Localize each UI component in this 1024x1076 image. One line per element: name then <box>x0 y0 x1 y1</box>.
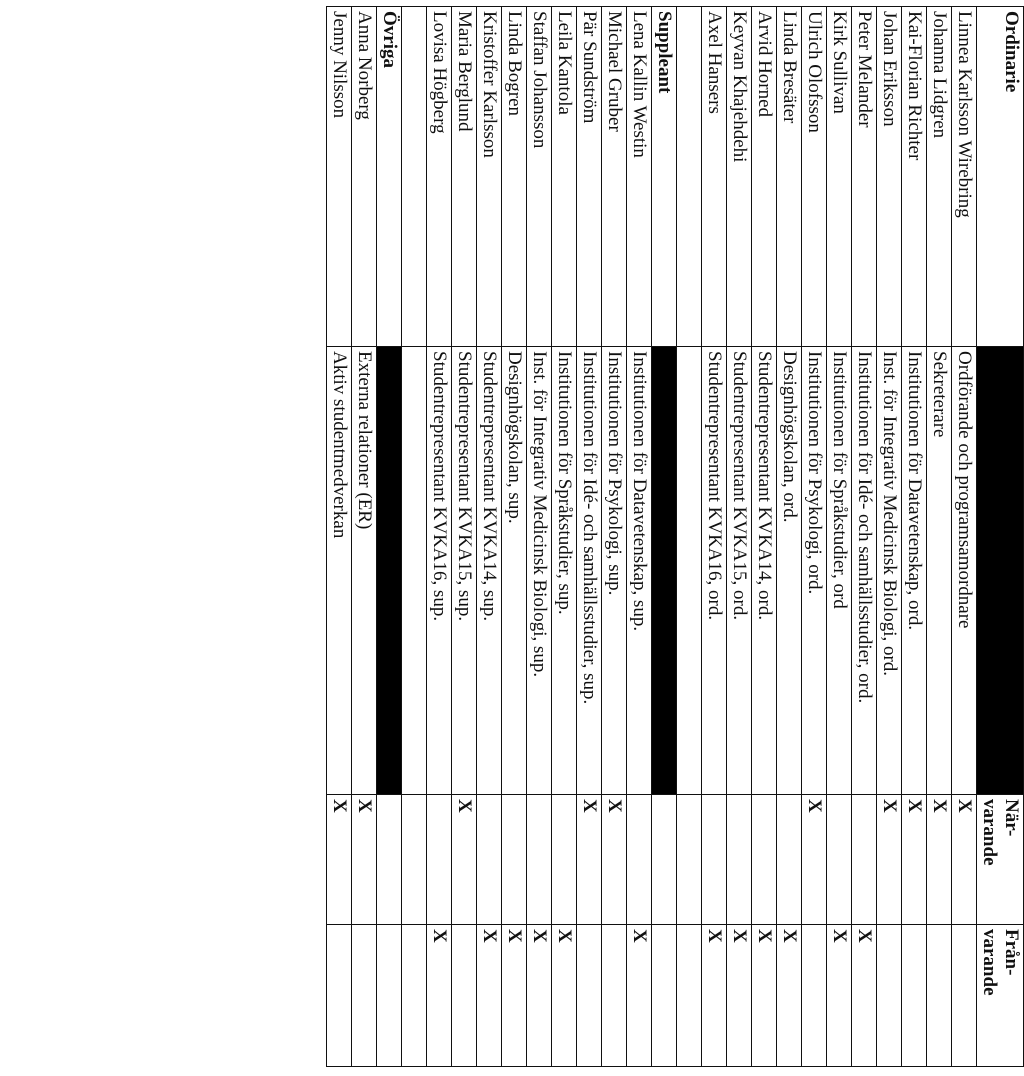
member-role: Ordförande och programsamordnare <box>952 347 977 795</box>
absent-mark <box>577 925 602 1067</box>
present-mark <box>727 795 752 925</box>
present-mark: X <box>327 795 352 925</box>
table-row <box>452 7 477 1067</box>
spacer-row <box>402 7 427 1067</box>
present-mark <box>752 795 777 925</box>
spacer-cell <box>677 347 702 795</box>
member-role: Studentrepresentant KVKA15, sup. <box>452 347 477 795</box>
present-mark <box>852 795 877 925</box>
section-present <box>652 795 677 925</box>
absent-mark: X <box>852 925 877 1067</box>
present-mark: X <box>802 795 827 925</box>
absent-mark <box>952 925 977 1067</box>
member-name: Johan Eriksson <box>877 7 902 347</box>
table-row <box>852 7 877 1067</box>
table-row <box>952 7 977 1067</box>
absent-mark: X <box>627 925 652 1067</box>
member-role: Designhögskolan, ord. <box>777 347 802 795</box>
member-name: Johanna Lidgren <box>927 7 952 347</box>
table-row <box>577 7 602 1067</box>
absent-mark <box>802 925 827 1067</box>
member-name: Linda Bresäter <box>777 7 802 347</box>
member-name: Peter Melander <box>852 7 877 347</box>
member-name: Kristoffer Karlsson <box>477 7 502 347</box>
present-mark: X <box>577 795 602 925</box>
member-role: Institutionen för Språkstudier, ord <box>827 347 852 795</box>
member-role: Studentrepresentant KVKA16, sup. <box>427 347 452 795</box>
absent-mark <box>902 925 927 1067</box>
member-name: Pär Sundström <box>577 7 602 347</box>
table-row <box>802 7 827 1067</box>
absent-mark <box>352 925 377 1067</box>
member-name: Jenny Nilsson <box>327 7 352 347</box>
header-present: När- varande <box>977 795 1024 925</box>
member-role: Studentrepresentant KVKA14, sup. <box>477 347 502 795</box>
present-mark: X <box>877 795 902 925</box>
member-role: Institutionen för Psykologi, ord. <box>802 347 827 795</box>
table-row <box>477 7 502 1067</box>
present-mark: X <box>602 795 627 925</box>
table-row <box>502 7 527 1067</box>
member-name: Linda Bogren <box>502 7 527 347</box>
absent-mark: X <box>477 925 502 1067</box>
member-name: Keyvan Khajehdehi <box>727 7 752 347</box>
member-role: Aktiv studentmedverkan <box>327 347 352 795</box>
section-blacked <box>652 347 677 795</box>
present-mark: X <box>952 795 977 925</box>
absent-mark <box>327 925 352 1067</box>
section-blacked <box>377 347 402 795</box>
member-role: Studentrepresentant KVKA16, ord. <box>702 347 727 795</box>
attendance-table-body <box>327 7 1024 1067</box>
member-name: Maria Berglund <box>452 7 477 347</box>
header-row <box>977 7 1024 1067</box>
member-role: Sekreterare <box>927 347 952 795</box>
spacer-cell <box>677 925 702 1067</box>
absent-mark <box>927 925 952 1067</box>
spacer-cell <box>402 7 427 347</box>
section-title: Övriga <box>377 7 402 347</box>
spacer-row <box>677 7 702 1067</box>
present-mark <box>527 795 552 925</box>
present-mark <box>477 795 502 925</box>
member-role: Institutionen för Språkstudier, sup. <box>552 347 577 795</box>
spacer-cell <box>677 795 702 925</box>
present-mark <box>502 795 527 925</box>
member-name: Anna Norberg <box>352 7 377 347</box>
present-mark: X <box>927 795 952 925</box>
header-absent: Från- varande <box>977 925 1024 1067</box>
spacer-cell <box>402 347 427 795</box>
member-name: Axel Hansers <box>702 7 727 347</box>
section-header-row <box>652 7 677 1067</box>
member-role: Externa relationer (ER) <box>352 347 377 795</box>
table-row <box>327 7 352 1067</box>
table-row <box>927 7 952 1067</box>
member-role: Studentrepresentant KVKA14, ord. <box>752 347 777 795</box>
section-present <box>377 795 402 925</box>
member-name: Linnea Karlsson Wirebring <box>952 7 977 347</box>
absent-mark: X <box>702 925 727 1067</box>
table-row <box>877 7 902 1067</box>
present-mark <box>827 795 852 925</box>
member-role: Institutionen för Datavetenskap, sup. <box>627 347 652 795</box>
absent-mark: X <box>552 925 577 1067</box>
table-row <box>627 7 652 1067</box>
present-mark <box>552 795 577 925</box>
absent-mark: X <box>727 925 752 1067</box>
table-row <box>352 7 377 1067</box>
present-mark <box>702 795 727 925</box>
section-absent <box>377 925 402 1067</box>
present-mark: X <box>902 795 927 925</box>
spacer-cell <box>677 7 702 347</box>
present-mark <box>627 795 652 925</box>
present-mark <box>777 795 802 925</box>
member-name: Arvid Horned <box>752 7 777 347</box>
member-name: Michael Gruber <box>602 7 627 347</box>
header-ordinarie: Ordinarie <box>977 7 1024 347</box>
member-role: Institutionen för Psykologi, sup. <box>602 347 627 795</box>
member-role: Studentrepresentant KVKA15, ord. <box>727 347 752 795</box>
member-name: Ulrich Olofsson <box>802 7 827 347</box>
member-role: Institutionen för Idé- och samhällsstudier, sup. <box>577 347 602 795</box>
table-row <box>552 7 577 1067</box>
attendance-table <box>326 6 1024 1067</box>
table-row <box>427 7 452 1067</box>
member-name: Lena Kallin Westin <box>627 7 652 347</box>
member-name: Kai-Florian Richter <box>902 7 927 347</box>
table-row <box>527 7 552 1067</box>
absent-mark: X <box>527 925 552 1067</box>
absent-mark: X <box>502 925 527 1067</box>
member-role: Inst. för Integrativ Medicinsk Biologi, ord. <box>877 347 902 795</box>
table-row <box>602 7 627 1067</box>
member-name: Leila Kantola <box>552 7 577 347</box>
table-row <box>777 7 802 1067</box>
present-mark: X <box>452 795 477 925</box>
absent-mark: X <box>427 925 452 1067</box>
table-row <box>752 7 777 1067</box>
absent-mark <box>877 925 902 1067</box>
section-header-row <box>377 7 402 1067</box>
absent-mark: X <box>827 925 852 1067</box>
member-role: Institutionen för Idé- och samhällsstudier, ord. <box>852 347 877 795</box>
member-name: Lovisa Högberg <box>427 7 452 347</box>
member-role: Inst. för Integrativ Medicinsk Biologi, sup. <box>527 347 552 795</box>
section-absent <box>652 925 677 1067</box>
absent-mark <box>602 925 627 1067</box>
absent-mark: X <box>752 925 777 1067</box>
member-name: Kirk Sullivan <box>827 7 852 347</box>
member-role: Designhögskolan, sup. <box>502 347 527 795</box>
table-row <box>727 7 752 1067</box>
table-row <box>702 7 727 1067</box>
present-mark <box>427 795 452 925</box>
spacer-cell <box>402 925 427 1067</box>
present-mark: X <box>352 795 377 925</box>
section-title: Suppleant <box>652 7 677 347</box>
member-name: Staffan Johansson <box>527 7 552 347</box>
spacer-cell <box>402 795 427 925</box>
absent-mark <box>452 925 477 1067</box>
table-row <box>902 7 927 1067</box>
absent-mark: X <box>777 925 802 1067</box>
header-role-blacked <box>977 347 1024 795</box>
member-role: Institutionen för Datavetenskap, ord. <box>902 347 927 795</box>
table-row <box>827 7 852 1067</box>
